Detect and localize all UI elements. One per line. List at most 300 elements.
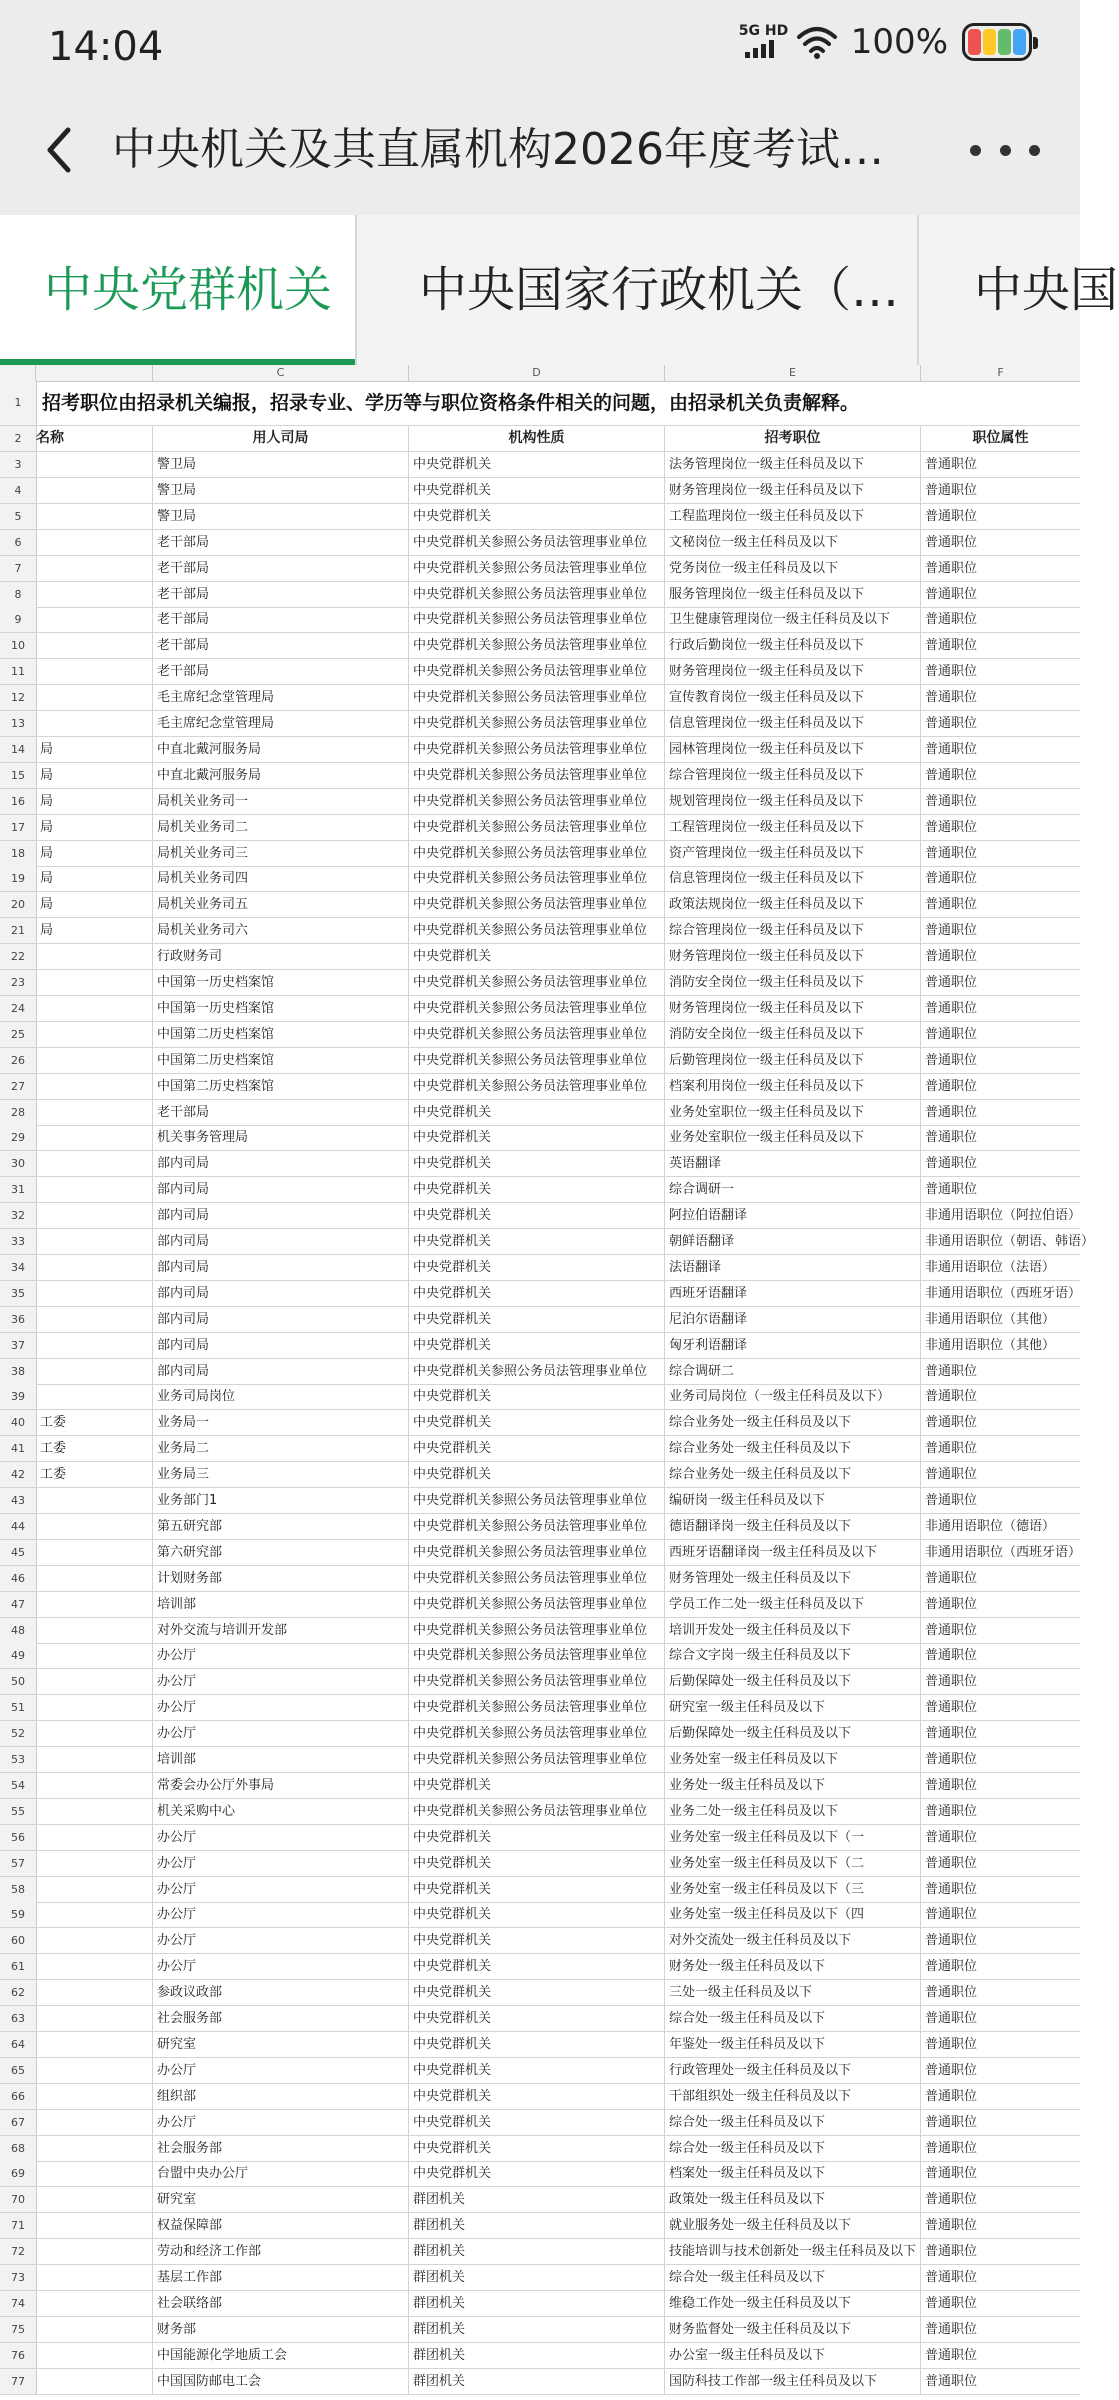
table-row[interactable]	[0, 452, 1080, 478]
table-cell[interactable]: 维稳工作处一级主任科员及以下	[665, 2291, 921, 2316]
table-cell[interactable]: 普通职位	[925, 1570, 978, 1586]
table-cell[interactable]: 研究室	[153, 2032, 409, 2057]
table-row[interactable]	[0, 1281, 1080, 1307]
table-cell[interactable]: 中国第一历史档案馆	[153, 996, 409, 1021]
table-cell[interactable]: 中央党群机关	[409, 452, 665, 477]
table-row[interactable]	[0, 970, 1080, 996]
table-cell[interactable]: 非通用语职位（其他）	[925, 1311, 1056, 1327]
table-row[interactable]	[0, 711, 1080, 737]
table-cell[interactable]: 群团机关	[409, 2291, 665, 2316]
table-cell[interactable]	[36, 2058, 153, 2083]
table-cell[interactable]: 阿拉伯语翻译	[665, 1203, 921, 1228]
table-cell[interactable]: 中央党群机关	[409, 1825, 665, 1850]
table-cell[interactable]	[36, 1359, 153, 1384]
table-cell[interactable]: 普通职位	[925, 508, 978, 524]
table-cell[interactable]	[36, 1721, 153, 1746]
table-cell[interactable]: 综合业务处一级主任科员及以下	[665, 1436, 921, 1461]
table-cell[interactable]: 办公室一级主任科员及以下	[665, 2343, 921, 2368]
table-cell[interactable]: 普通职位	[925, 1467, 978, 1483]
table-cell[interactable]: 普通职位	[925, 1104, 978, 1120]
table-cell[interactable]: 综合文字岗一级主任科员及以下	[665, 1643, 921, 1668]
column-letter[interactable]: C	[153, 365, 409, 381]
table-cell[interactable]: 普通职位	[925, 690, 978, 706]
table-cell[interactable]	[36, 1229, 153, 1254]
table-cell[interactable]: 普通职位	[925, 1648, 978, 1664]
table-row[interactable]	[0, 1203, 1080, 1229]
table-cell[interactable]: 业务处室一级主任科员及以下（三	[665, 1877, 921, 1902]
table-row[interactable]	[0, 1359, 1080, 1385]
table-cell[interactable]	[36, 1125, 153, 1150]
table-cell[interactable]: 园林管理岗位一级主任科员及以下	[665, 737, 921, 762]
table-row[interactable]	[0, 1643, 1080, 1669]
table-row[interactable]	[0, 1514, 1080, 1540]
table-cell[interactable]: 普通职位	[925, 482, 978, 498]
table-cell[interactable]: 警卫局	[153, 452, 409, 477]
table-cell[interactable]: 普通职位	[925, 1726, 978, 1742]
table-cell[interactable]: 毛主席纪念堂管理局	[153, 685, 409, 710]
table-cell[interactable]: 组织部	[153, 2084, 409, 2109]
table-cell[interactable]: 普通职位	[925, 767, 978, 783]
table-cell[interactable]	[36, 1877, 153, 1902]
table-row[interactable]	[0, 1384, 1080, 1410]
table-cell[interactable]: 财务管理岗位一级主任科员及以下	[665, 996, 921, 1021]
table-cell[interactable]: 办公厅	[153, 1695, 409, 1720]
table-cell[interactable]: 普通职位	[925, 949, 978, 965]
table-row[interactable]	[0, 2110, 1080, 2136]
table-cell[interactable]: 中央党群机关参照公务员法管理事业单位	[409, 996, 665, 1021]
table-cell[interactable]: 培训开发处一级主任科员及以下	[665, 1618, 921, 1643]
table-cell[interactable]: 中直北戴河服务局	[153, 763, 409, 788]
table-header-row[interactable]	[0, 426, 1080, 452]
table-cell[interactable]	[36, 1669, 153, 1694]
table-cell[interactable]: 工程监理岗位一级主任科员及以下	[665, 504, 921, 529]
table-cell[interactable]: 局机关业务司五	[153, 892, 409, 917]
table-cell[interactable]: 机关采购中心	[153, 1799, 409, 1824]
table-cell[interactable]: 台盟中央办公厅	[153, 2161, 409, 2186]
table-row[interactable]	[0, 1902, 1080, 1928]
table-cell[interactable]: 中央党群机关参照公务员法管理事业单位	[409, 1566, 665, 1591]
table-cell[interactable]: 局机关业务司三	[153, 841, 409, 866]
table-row[interactable]	[0, 1877, 1080, 1903]
table-cell[interactable]: 普通职位	[925, 1493, 978, 1508]
table-cell[interactable]: 中央党群机关	[409, 1902, 665, 1927]
table-cell[interactable]: 普通职位	[925, 2295, 978, 2311]
table-row[interactable]	[0, 2136, 1080, 2162]
table-cell[interactable]: 中央党群机关	[409, 1307, 665, 1332]
table-cell[interactable]: 中国国防邮电工会	[153, 2369, 409, 2394]
table-cell[interactable]: 中央党群机关参照公务员法管理事业单位	[409, 633, 665, 658]
table-cell[interactable]	[36, 478, 153, 503]
table-cell[interactable]: 中央党群机关参照公务员法管理事业单位	[409, 789, 665, 814]
table-cell[interactable]: 年鉴处一级主任科员及以下	[665, 2032, 921, 2057]
table-cell[interactable]	[36, 556, 153, 581]
table-cell[interactable]: 工委	[36, 1436, 153, 1461]
table-cell[interactable]	[36, 1100, 153, 1125]
table-cell[interactable]	[36, 2084, 153, 2109]
table-cell[interactable]: 局	[36, 815, 153, 840]
table-cell[interactable]	[36, 607, 153, 632]
table-cell[interactable]	[36, 970, 153, 995]
table-cell[interactable]: 部内司局	[153, 1281, 409, 1306]
table-cell[interactable]: 中央党群机关参照公务员法管理事业单位	[409, 1747, 665, 1772]
table-cell[interactable]: 中央党群机关	[409, 944, 665, 969]
table-cell[interactable]: 研究室一级主任科员及以下	[665, 1695, 921, 1720]
table-cell[interactable]: 中国第二历史档案馆	[153, 1074, 409, 1099]
table-cell[interactable]: 业务处室一级主任科员及以下（一	[665, 1825, 921, 1850]
table-cell[interactable]	[36, 1514, 153, 1539]
table-cell[interactable]: 中直北戴河服务局	[153, 737, 409, 762]
table-cell[interactable]: 中央党群机关	[409, 2161, 665, 2186]
table-cell[interactable]: 普通职位	[925, 457, 978, 472]
table-cell[interactable]	[36, 452, 153, 477]
table-cell[interactable]: 群团机关	[409, 2239, 665, 2264]
table-cell[interactable]: 编研岗一级主任科员及以下	[665, 1488, 921, 1513]
table-cell[interactable]: 中央党群机关	[409, 2084, 665, 2109]
table-cell[interactable]: 对外交流处一级主任科员及以下	[665, 1928, 921, 1953]
table-cell[interactable]: 就业服务处一级主任科员及以下	[665, 2213, 921, 2238]
table-cell[interactable]: 行政管理处一级主任科员及以下	[665, 2058, 921, 2083]
table-cell[interactable]: 中国能源化学地质工会	[153, 2343, 409, 2368]
table-cell[interactable]: 普通职位	[925, 793, 978, 809]
table-row[interactable]	[0, 918, 1080, 944]
table-cell[interactable]: 业务局二	[153, 1436, 409, 1461]
table-row[interactable]	[0, 2084, 1080, 2110]
table-cell[interactable]: 服务管理岗位一级主任科员及以下	[665, 582, 921, 607]
table-cell[interactable]: 匈牙利语翻译	[665, 1333, 921, 1358]
table-row[interactable]	[0, 1307, 1080, 1333]
table-cell[interactable]: 局	[36, 737, 153, 762]
table-cell[interactable]	[36, 633, 153, 658]
table-cell[interactable]: 三处一级主任科员及以下	[665, 1980, 921, 2005]
table-cell[interactable]: 档案处一级主任科员及以下	[665, 2161, 921, 2186]
table-cell[interactable]: 中国第二历史档案馆	[153, 1048, 409, 1073]
table-cell[interactable]: 普通职位	[925, 1907, 978, 1923]
table-cell[interactable]: 文秘岗位一级主任科员及以下	[665, 530, 921, 555]
table-cell[interactable]: 普通职位	[925, 1985, 978, 2001]
table-row[interactable]	[0, 1669, 1080, 1695]
table-row[interactable]	[0, 556, 1080, 582]
table-cell[interactable]	[36, 1566, 153, 1591]
table-row[interactable]	[0, 1333, 1080, 1359]
table-row[interactable]	[0, 1747, 1080, 1773]
table-cell[interactable]	[36, 2317, 153, 2342]
table-row[interactable]	[0, 504, 1080, 530]
table-cell[interactable]: 部内司局	[153, 1177, 409, 1202]
table-cell[interactable]	[36, 1773, 153, 1798]
table-cell[interactable]: 办公厅	[153, 1954, 409, 1979]
table-cell[interactable]: 普通职位	[925, 1363, 978, 1379]
table-cell[interactable]	[36, 1851, 153, 1876]
table-row[interactable]	[0, 2032, 1080, 2058]
table-cell[interactable]: 非通用语职位（阿拉伯语）	[925, 1208, 1082, 1224]
header-cell[interactable]: 名称	[36, 426, 153, 451]
table-cell[interactable]: 普通职位	[925, 1881, 978, 1897]
table-cell[interactable]: 中央党群机关参照公务员法管理事业单位	[409, 1695, 665, 1720]
table-cell[interactable]: 局机关业务司一	[153, 789, 409, 814]
table-cell[interactable]: 普通职位	[925, 1622, 978, 1638]
table-row[interactable]	[0, 763, 1080, 789]
table-cell[interactable]: 部内司局	[153, 1151, 409, 1176]
table-cell[interactable]	[36, 2006, 153, 2031]
table-cell[interactable]	[36, 1151, 153, 1176]
table-cell[interactable]	[36, 1592, 153, 1617]
table-row[interactable]	[0, 1462, 1080, 1488]
header-cell[interactable]: 机构性质	[409, 426, 665, 451]
table-cell[interactable]: 普通职位	[925, 1674, 978, 1690]
table-row[interactable]	[0, 1592, 1080, 1618]
table-cell[interactable]: 朝鲜语翻译	[665, 1229, 921, 1254]
table-cell[interactable]: 老干部局	[153, 607, 409, 632]
table-cell[interactable]: 综合处一级主任科员及以下	[665, 2265, 921, 2290]
table-cell[interactable]: 中央党群机关参照公务员法管理事业单位	[409, 685, 665, 710]
table-cell[interactable]: 部内司局	[153, 1333, 409, 1358]
table-row[interactable]	[0, 2317, 1080, 2343]
table-cell[interactable]: 法语翻译	[665, 1255, 921, 1280]
table-cell[interactable]: 局	[36, 866, 153, 891]
table-cell[interactable]: 中央党群机关参照公务员法管理事业单位	[409, 866, 665, 891]
notice-row[interactable]	[0, 381, 1080, 426]
table-cell[interactable]: 办公厅	[153, 2058, 409, 2083]
table-cell[interactable]: 普通职位	[925, 2218, 978, 2234]
table-cell[interactable]: 尼泊尔语翻译	[665, 1307, 921, 1332]
table-cell[interactable]: 中央党群机关参照公务员法管理事业单位	[409, 841, 665, 866]
table-row[interactable]	[0, 1695, 1080, 1721]
table-cell[interactable]: 中央党群机关	[409, 1773, 665, 1798]
table-cell[interactable]: 中央党群机关	[409, 2136, 665, 2161]
table-row[interactable]	[0, 530, 1080, 556]
table-cell[interactable]: 群团机关	[409, 2369, 665, 2394]
table-cell[interactable]: 局	[36, 892, 153, 917]
table-row[interactable]	[0, 1825, 1080, 1851]
table-cell[interactable]: 中央党群机关参照公务员法管理事业单位	[409, 582, 665, 607]
table-cell[interactable]: 普通职位	[925, 2166, 978, 2182]
table-row[interactable]	[0, 1799, 1080, 1825]
table-cell[interactable]: 中央党群机关参照公务员法管理事业单位	[409, 1643, 665, 1668]
table-cell[interactable]: 财务部	[153, 2317, 409, 2342]
table-row[interactable]	[0, 2265, 1080, 2291]
table-cell[interactable]: 普通职位	[925, 1596, 978, 1612]
table-cell[interactable]: 中央党群机关参照公务员法管理事业单位	[409, 1488, 665, 1513]
table-cell[interactable]: 行政财务司	[153, 944, 409, 969]
table-cell[interactable]: 毛主席纪念堂管理局	[153, 711, 409, 736]
table-cell[interactable]: 老干部局	[153, 659, 409, 684]
table-cell[interactable]	[36, 1954, 153, 1979]
table-cell[interactable]	[36, 1643, 153, 1668]
table-cell[interactable]: 普通职位	[925, 1855, 978, 1871]
table-cell[interactable]	[36, 2291, 153, 2316]
table-cell[interactable]: 消防安全岗位一级主任科员及以下	[665, 970, 921, 995]
table-cell[interactable]: 办公厅	[153, 1851, 409, 1876]
table-cell[interactable]: 局机关业务司四	[153, 866, 409, 891]
table-cell[interactable]	[36, 711, 153, 736]
table-cell[interactable]: 中央党群机关	[409, 2110, 665, 2135]
table-row[interactable]	[0, 1022, 1080, 1048]
table-row[interactable]	[0, 2213, 1080, 2239]
more-options-icon[interactable]	[970, 120, 1040, 180]
table-cell[interactable]: 办公厅	[153, 1721, 409, 1746]
table-cell[interactable]: 对外交流与培训开发部	[153, 1618, 409, 1643]
table-cell[interactable]: 中央党群机关参照公务员法管理事业单位	[409, 530, 665, 555]
table-cell[interactable]: 党务岗位一级主任科员及以下	[665, 556, 921, 581]
table-cell[interactable]: 警卫局	[153, 504, 409, 529]
table-cell[interactable]: 办公厅	[153, 1669, 409, 1694]
table-cell[interactable]: 普通职位	[925, 975, 978, 990]
table-cell[interactable]	[36, 2110, 153, 2135]
table-cell[interactable]: 工程管理岗位一级主任科员及以下	[665, 815, 921, 840]
table-cell[interactable]: 非通用语职位（法语）	[925, 1259, 1056, 1275]
table-row[interactable]	[0, 685, 1080, 711]
table-cell[interactable]: 普通职位	[925, 2244, 978, 2260]
table-cell[interactable]	[36, 1540, 153, 1565]
table-row[interactable]	[0, 1436, 1080, 1462]
table-cell[interactable]: 办公厅	[153, 1902, 409, 1927]
table-cell[interactable]: 资产管理岗位一级主任科员及以下	[665, 841, 921, 866]
table-cell[interactable]: 中央党群机关参照公务员法管理事业单位	[409, 711, 665, 736]
table-cell[interactable]: 中央党群机关	[409, 1177, 665, 1202]
table-cell[interactable]: 中央党群机关	[409, 1255, 665, 1280]
table-cell[interactable]: 普通职位	[925, 819, 978, 835]
table-cell[interactable]	[36, 1928, 153, 1953]
table-cell[interactable]: 业务司局岗位	[153, 1384, 409, 1409]
table-cell[interactable]: 财务管理岗位一级主任科员及以下	[665, 944, 921, 969]
table-cell[interactable]	[36, 1980, 153, 2005]
table-cell[interactable]: 普通职位	[925, 2140, 978, 2156]
table-cell[interactable]: 群团机关	[409, 2213, 665, 2238]
table-cell[interactable]: 培训部	[153, 1592, 409, 1617]
table-cell[interactable]: 部内司局	[153, 1229, 409, 1254]
table-row[interactable]	[0, 1928, 1080, 1954]
table-cell[interactable]: 中央党群机关参照公务员法管理事业单位	[409, 970, 665, 995]
table-row[interactable]	[0, 2006, 1080, 2032]
table-cell[interactable]	[36, 1384, 153, 1409]
table-cell[interactable]: 中央党群机关	[409, 1877, 665, 1902]
table-cell[interactable]: 档案利用岗位一级主任科员及以下	[665, 1074, 921, 1099]
table-cell[interactable]: 财务监督处一级主任科员及以下	[665, 2317, 921, 2342]
table-cell[interactable]	[36, 582, 153, 607]
table-cell[interactable]	[36, 1333, 153, 1358]
header-cell[interactable]: 招考职位	[665, 426, 921, 451]
table-cell[interactable]: 第六研究部	[153, 1540, 409, 1565]
table-row[interactable]	[0, 2161, 1080, 2187]
table-cell[interactable]	[36, 1203, 153, 1228]
table-row[interactable]	[0, 659, 1080, 685]
table-cell[interactable]: 警卫局	[153, 478, 409, 503]
column-letter[interactable]: F	[997, 366, 1004, 379]
table-cell[interactable]: 参政议政部	[153, 1980, 409, 2005]
table-cell[interactable]: 群团机关	[409, 2317, 665, 2342]
table-cell[interactable]: 中央党群机关参照公务员法管理事业单位	[409, 1618, 665, 1643]
table-cell[interactable]: 综合调研二	[665, 1359, 921, 1384]
table-cell[interactable]: 业务二处一级主任科员及以下	[665, 1799, 921, 1824]
table-cell[interactable]: 常委会办公厅外事局	[153, 1773, 409, 1798]
table-cell[interactable]: 老干部局	[153, 1100, 409, 1125]
table-cell[interactable]: 中央党群机关	[409, 1928, 665, 1953]
table-row[interactable]	[0, 789, 1080, 815]
column-letter[interactable]: E	[665, 365, 921, 381]
table-cell[interactable]	[36, 1618, 153, 1643]
table-cell[interactable]: 群团机关	[409, 2265, 665, 2290]
table-cell[interactable]: 普通职位	[925, 560, 978, 576]
table-cell[interactable]: 西班牙语翻译岗一级主任科员及以下	[665, 1540, 921, 1565]
table-cell[interactable]	[36, 2161, 153, 2186]
table-cell[interactable]: 中央党群机关参照公务员法管理事业单位	[409, 1022, 665, 1047]
table-cell[interactable]: 规划管理岗位一级主任科员及以下	[665, 789, 921, 814]
table-cell[interactable]: 普通职位	[925, 897, 978, 913]
table-row[interactable]	[0, 1255, 1080, 1281]
table-cell[interactable]: 普通职位	[925, 2036, 978, 2052]
table-cell[interactable]: 普通职位	[925, 2088, 978, 2104]
table-cell[interactable]: 普通职位	[925, 1078, 978, 1094]
table-cell[interactable]: 非通用语职位（德语）	[925, 1518, 1056, 1534]
table-cell[interactable]	[36, 504, 153, 529]
table-cell[interactable]: 办公厅	[153, 2110, 409, 2135]
table-row[interactable]	[0, 1618, 1080, 1644]
table-cell[interactable]: 第五研究部	[153, 1514, 409, 1539]
table-row[interactable]	[0, 1566, 1080, 1592]
table-cell[interactable]: 西班牙语翻译	[665, 1281, 921, 1306]
table-row[interactable]	[0, 841, 1080, 867]
table-cell[interactable]: 行政后勤岗位一级主任科员及以下	[665, 633, 921, 658]
table-cell[interactable]: 办公厅	[153, 1643, 409, 1668]
table-cell[interactable]: 普通职位	[925, 1182, 978, 1198]
table-cell[interactable]: 中央党群机关参照公务员法管理事业单位	[409, 737, 665, 762]
table-cell[interactable]: 后勤管理岗位一级主任科员及以下	[665, 1048, 921, 1073]
table-cell[interactable]: 干部组织处一级主任科员及以下	[665, 2084, 921, 2109]
table-cell[interactable]	[36, 1074, 153, 1099]
table-cell[interactable]: 英语翻译	[665, 1151, 921, 1176]
tab-central-state-admin[interactable]: 中央国家行政机关（…	[419, 262, 900, 318]
table-cell[interactable]: 局	[36, 789, 153, 814]
table-cell[interactable]: 业务处一级主任科员及以下	[665, 1773, 921, 1798]
table-cell[interactable]: 综合管理岗位一级主任科员及以下	[665, 763, 921, 788]
table-cell[interactable]: 综合处一级主任科员及以下	[665, 2006, 921, 2031]
table-row[interactable]	[0, 478, 1080, 504]
table-cell[interactable]: 财务管理岗位一级主任科员及以下	[665, 478, 921, 503]
table-cell[interactable]: 普通职位	[925, 1829, 978, 1845]
table-cell[interactable]: 综合处一级主任科员及以下	[665, 2110, 921, 2135]
table-cell[interactable]: 综合管理岗位一级主任科员及以下	[665, 918, 921, 943]
table-row[interactable]	[0, 2239, 1080, 2265]
table-cell[interactable]: 普通职位	[925, 638, 978, 654]
table-cell[interactable]: 中央党群机关	[409, 1100, 665, 1125]
table-cell[interactable]: 中央党群机关参照公务员法管理事业单位	[409, 892, 665, 917]
tab-central-third[interactable]: 中央国	[974, 262, 1119, 318]
table-cell[interactable]: 普通职位	[925, 1933, 978, 1949]
table-row[interactable]	[0, 1851, 1080, 1877]
table-row[interactable]	[0, 1125, 1080, 1151]
table-cell[interactable]: 中国第二历史档案馆	[153, 1022, 409, 1047]
table-cell[interactable]: 权益保障部	[153, 2213, 409, 2238]
table-cell[interactable]: 中央党群机关参照公务员法管理事业单位	[409, 1669, 665, 1694]
table-cell[interactable]: 政策处一级主任科员及以下	[665, 2187, 921, 2212]
table-row[interactable]	[0, 1229, 1095, 1255]
table-cell[interactable]: 中央党群机关参照公务员法管理事业单位	[409, 918, 665, 943]
table-cell[interactable]: 中央党群机关	[409, 2058, 665, 2083]
table-row[interactable]	[0, 815, 1080, 841]
table-cell[interactable]: 中央党群机关	[409, 1281, 665, 1306]
table-cell[interactable]: 中央党群机关参照公务员法管理事业单位	[409, 607, 665, 632]
table-row[interactable]	[0, 2058, 1080, 2084]
table-row[interactable]	[0, 866, 1080, 892]
table-cell[interactable]: 财务管理岗位一级主任科员及以下	[665, 659, 921, 684]
table-cell[interactable]: 国防科技工作部一级主任科员及以下	[665, 2369, 921, 2394]
table-cell[interactable]: 普通职位	[925, 1959, 978, 1975]
table-cell[interactable]: 老干部局	[153, 582, 409, 607]
table-cell[interactable]: 非通用语职位（朝语、韩语）	[925, 1234, 1095, 1249]
table-cell[interactable]	[36, 1695, 153, 1720]
table-cell[interactable]: 中央党群机关	[409, 478, 665, 503]
table-cell[interactable]: 研究室	[153, 2187, 409, 2212]
